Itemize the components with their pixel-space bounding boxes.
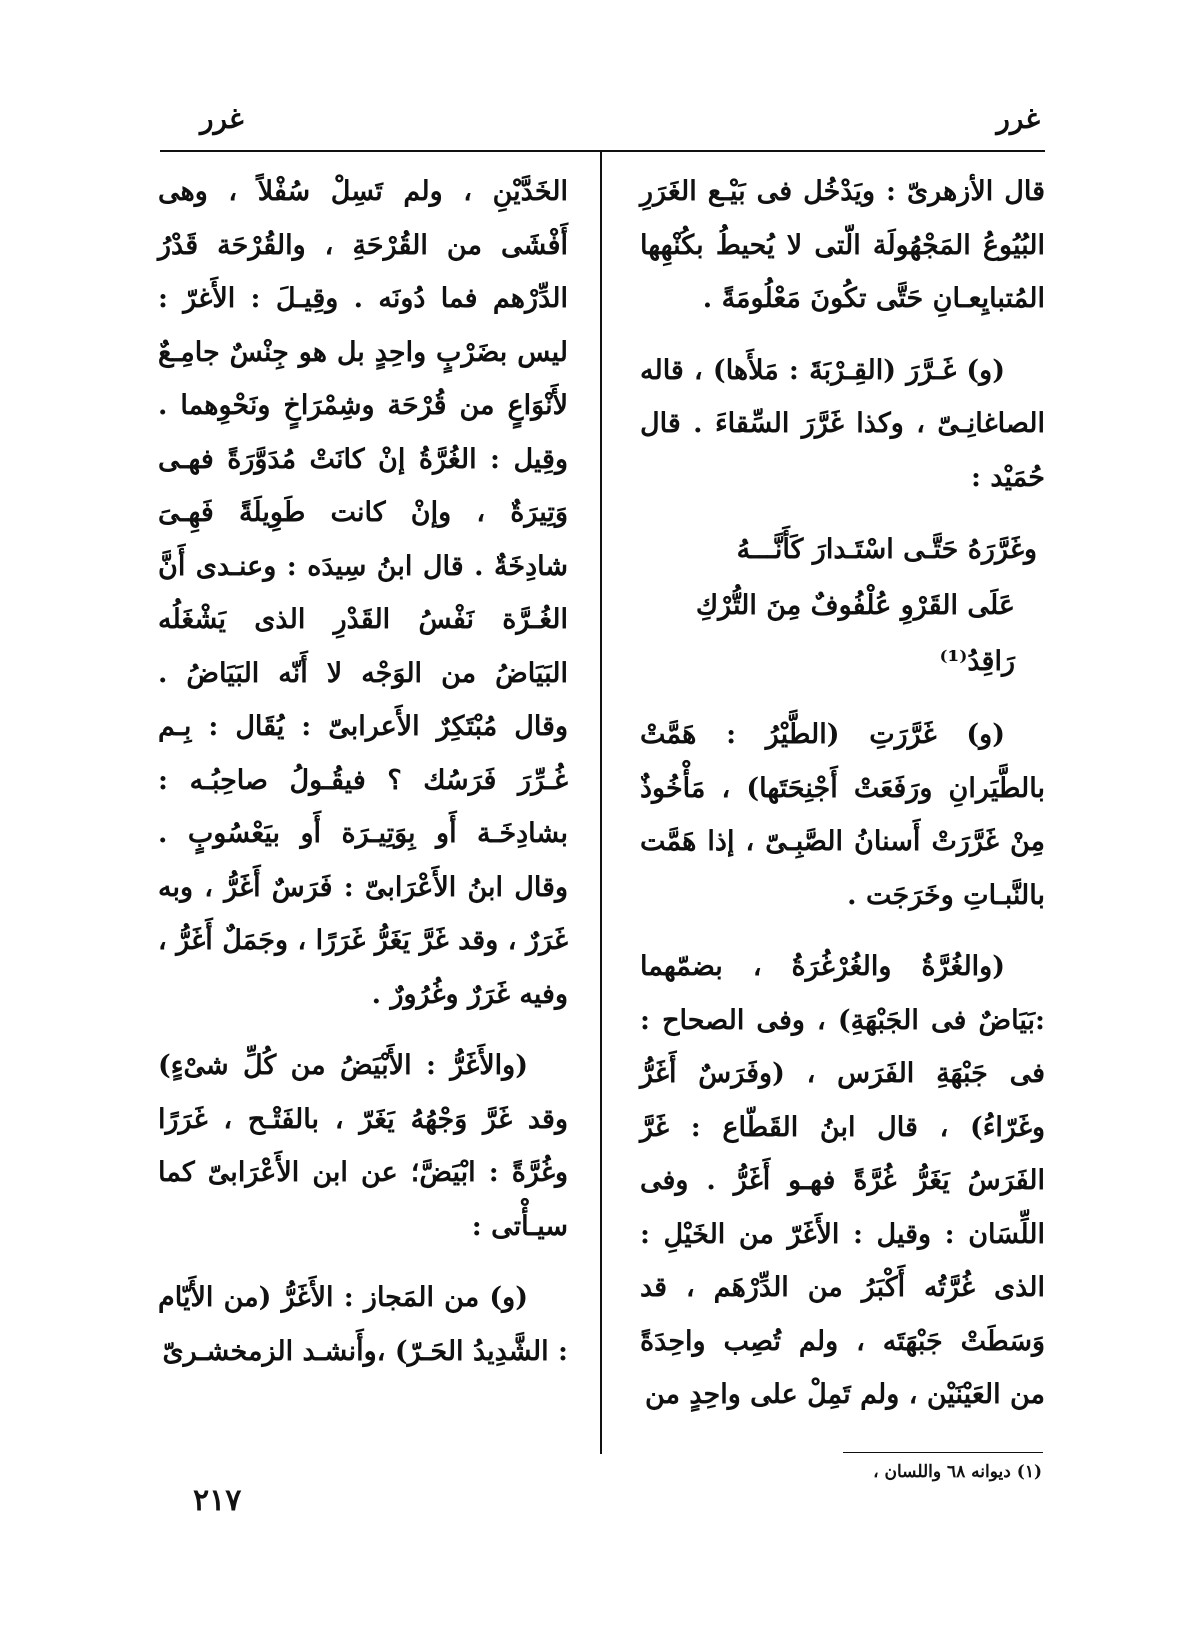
left-paragraph-1: الخَدَّيْنِ ، ولم تَسِلْ سُفْلاً ، وهى أَفْشَى من القُرْحَةِ ، والقُرْحَة قَدْرُ الدِّرْهم فما دُونَه . وقِيـلَ : الأَغرّ : ليس بضَرْبٍ واحِدٍ بل هو جِنْسٌ جامِـعٌ لأَنْوَاعٍ من قُرْحَة وشِمْرَاخٍ ونَحْوِهما . وقِيل : الغُرَّةُ إنْ كانَتْ مُدَوَّرَةً فهـى وَتِيرَةٌ ، وإنْ كانت طَوِيلَةً فَهِـىَ شادِخَةٌ . قال ابنُ سِيدَه : وعنـدى أَنَّ الغُـرَّة نَفْسُ القَدْرِ الذى يَشْغَلُه البَيَاضُ من الوَجْه لا أَنّه البَيَاضُ . وقال مُبْتَكِرٌ الأَعرابىّ : يُقَال : بِـم غُـرِّرَ فَرَسُك ؟ فيقُـولُ صاحِبُـه : بشادِخَـة أَو بِوَتِيـرَة أَو بيَعْسُوبٍ . وقال ابنُ الأَعْرَابىّ : فَرَسٌ أَغَرُّ ، وبه غَرَرٌ ، وقد غَرَّ يَغَرُّ غَرَرًا ، وجَمَلٌ أَغَرُّ ، وفيه غَرَرٌ وغُرُورٌ . [158,176,568,1010]
left-column [158,165,568,1396]
right-paragraph-3: (و) غَرَّرَتِ (الطَّيْرُ : هَمَّتْ بالطَّيَرانِ ورَفَعَتْ أَجْنِحَتَها) ، مَأْخُوذٌ مِنْ غَرَّرَتْ أَسنانُ الصَّبِـىّ ، إذا هَمَّت بالنَّبـاتِ وخَرَجَت . [640,719,1045,911]
right-column [640,165,1045,1440]
running-header-right: غرر [996,102,1040,135]
footnote-rule [843,1452,1043,1453]
footnote: (١) ديوانه ٦٨ واللسان ، [873,1462,1042,1482]
header-rule [160,150,1045,152]
left-paragraph-3: (و) من المَجاز : الأَغَرُّ (من الأَيّام : الشَّدِيدُ الحَـرّ) ،وأَنشـد الزمخشـرىّ [158,1282,568,1367]
right-paragraph-2: (و) غَـرَّرَ (القِـرْبَةَ : مَلأَها) ، قاله الصاغانِـىّ ، وكذا غَرَّرَ السِّقاءَ . قال حُمَيْد : [640,354,1045,493]
page-number: ٢١٧ [193,1483,242,1518]
verse-block [640,522,1045,690]
right-paragraph-1: قال الأزهرىّ : ويَدْخُل فى بَيْـع الغَرَرِ البُيُوعُ المَجْهُولَة الّتى لا يُحيطُ بكُنْهِها المُتبايِعـانِ حَتَّى تكُونَ مَعْلُومَةً . [640,176,1045,314]
verse-line-2: عَلَى القَرْوِ عُلْفُوفٌ مِنَ التُّرْكِ رَاقِدُ⁽¹⁾ [695,590,1015,677]
right-paragraph-4: (والغُرَّةُ والغُرْغُرَةُ ، بضمّهما :بَيَاضٌ فى الجَبْهَةِ) ، وفى الصحاح : فى جَبْهَةِ الفَرَس ، (وفَرَسٌ أَغَرُّ وغَرّاءُ) ، قال ابنُ القَطّاع : غَرَّ الفَرَسُ يَغَرُّ غُرَّةً فهـو أَغَرُّ . وفى اللِّسَان : وقيل : الأَغَرّ من الخَيْلِ : الذى غُرَّتُه أَكْبَرُ من الدِّرْهَم ، قد وَسَطَتْ جَبْهَتَه ، ولم تُصِب واحِدَةً من العَيْنَيْن ، ولم تَمِلْ على واحِدٍ من [640,951,1045,1410]
left-paragraph-2: (والأَغَرُّ : الأَبْيَضُ من كُلِّ شىْءٍ) وقد غَرَّ وَجْهُهُ يَغَرّ ، بالفَتْـح ، غَرَرًا وغُرَّةً : ابْيَضَّ؛ عن ابن الأَعْرَابىّ كما سيـأْتى : [158,1050,568,1242]
column-divider [600,152,602,1454]
running-header-left: غرر [200,102,244,135]
verse-line-1: وغَرَّرَهُ حَتَّـى اسْتَـدارَ كَأَنَّـــهُ [736,534,1037,565]
